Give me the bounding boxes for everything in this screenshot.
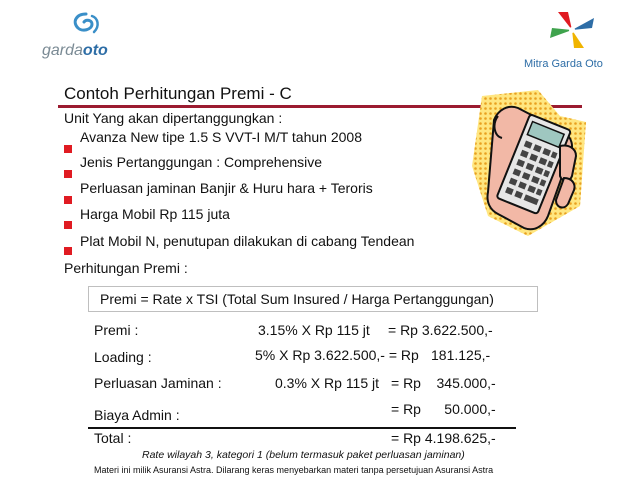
row-label-total: Total : xyxy=(94,430,132,446)
sum-line xyxy=(88,427,516,429)
logo-text-garda: garda xyxy=(42,42,83,59)
row-formula-perluasan: 0.3% X Rp 115 jt xyxy=(275,375,380,391)
bullet-marker xyxy=(64,170,72,178)
list-item: Harga Mobil Rp 115 juta xyxy=(80,206,230,222)
mitra-garda-oto-logo xyxy=(522,8,632,78)
row-result-perluasan: = Rp 345.000,- xyxy=(391,375,496,391)
row-formula-premi: 3.15% X Rp 115 jt xyxy=(258,322,370,338)
row-result-premi: = Rp 3.622.500,- xyxy=(388,322,493,338)
logo-text-oto: oto xyxy=(82,42,108,59)
gardaoto-swirl-icon xyxy=(66,10,106,40)
calculator-illustration xyxy=(468,86,594,252)
row-formula-loading: 5% X Rp 3.622.500,- = Rp xyxy=(255,347,419,363)
row-label-premi: Premi : xyxy=(94,322,139,338)
footer-disclaimer: Materi ini milik Asuransi Astra. Dilarang keras menyebarkan materi tanpa persetujuan Asuransi Astra xyxy=(94,465,494,475)
list-item: Perluasan jaminan Banjir & Huru hara + Teroris xyxy=(80,180,373,196)
list-item: Avanza New tipe 1.5 S VVT-I M/T tahun 2008 xyxy=(80,129,362,145)
row-label-loading: Loading : xyxy=(94,349,152,365)
slide-title: Contoh Perhitungan Premi - C xyxy=(64,84,292,103)
row-result-biaya-admin: = Rp 50.000,- xyxy=(391,401,496,417)
bullet-marker xyxy=(64,145,72,153)
row-result-total: = Rp 4.198.625,- xyxy=(391,430,496,446)
bullet-marker xyxy=(64,196,72,204)
bullet-marker xyxy=(64,247,72,255)
bullet-marker xyxy=(64,221,72,229)
list-item: Plat Mobil N, penutupan dilakukan di cabang Tendean xyxy=(80,233,415,249)
gardaoto-logo xyxy=(42,10,122,64)
calc-label: Perhitungan Premi : xyxy=(64,260,188,276)
row-label-biaya-admin: Biaya Admin : xyxy=(94,407,180,423)
pinwheel-icon xyxy=(544,8,600,52)
mitra-garda-oto-text: Mitra Garda Oto xyxy=(524,58,603,70)
row-label-perluasan: Perluasan Jaminan : xyxy=(94,375,222,391)
section-label: Unit Yang akan dipertanggungkan : xyxy=(64,110,283,126)
row-result-loading: 181.125,- xyxy=(431,347,491,363)
formula-text: Premi = Rate x TSI (Total Sum Insured / Harga Pertanggungan) xyxy=(100,291,494,307)
rate-note: Rate wilayah 3, kategori 1 (belum termasuk paket perluasan jaminan) xyxy=(142,449,465,461)
list-item: Jenis Pertanggungan : Comprehensive xyxy=(80,154,323,170)
